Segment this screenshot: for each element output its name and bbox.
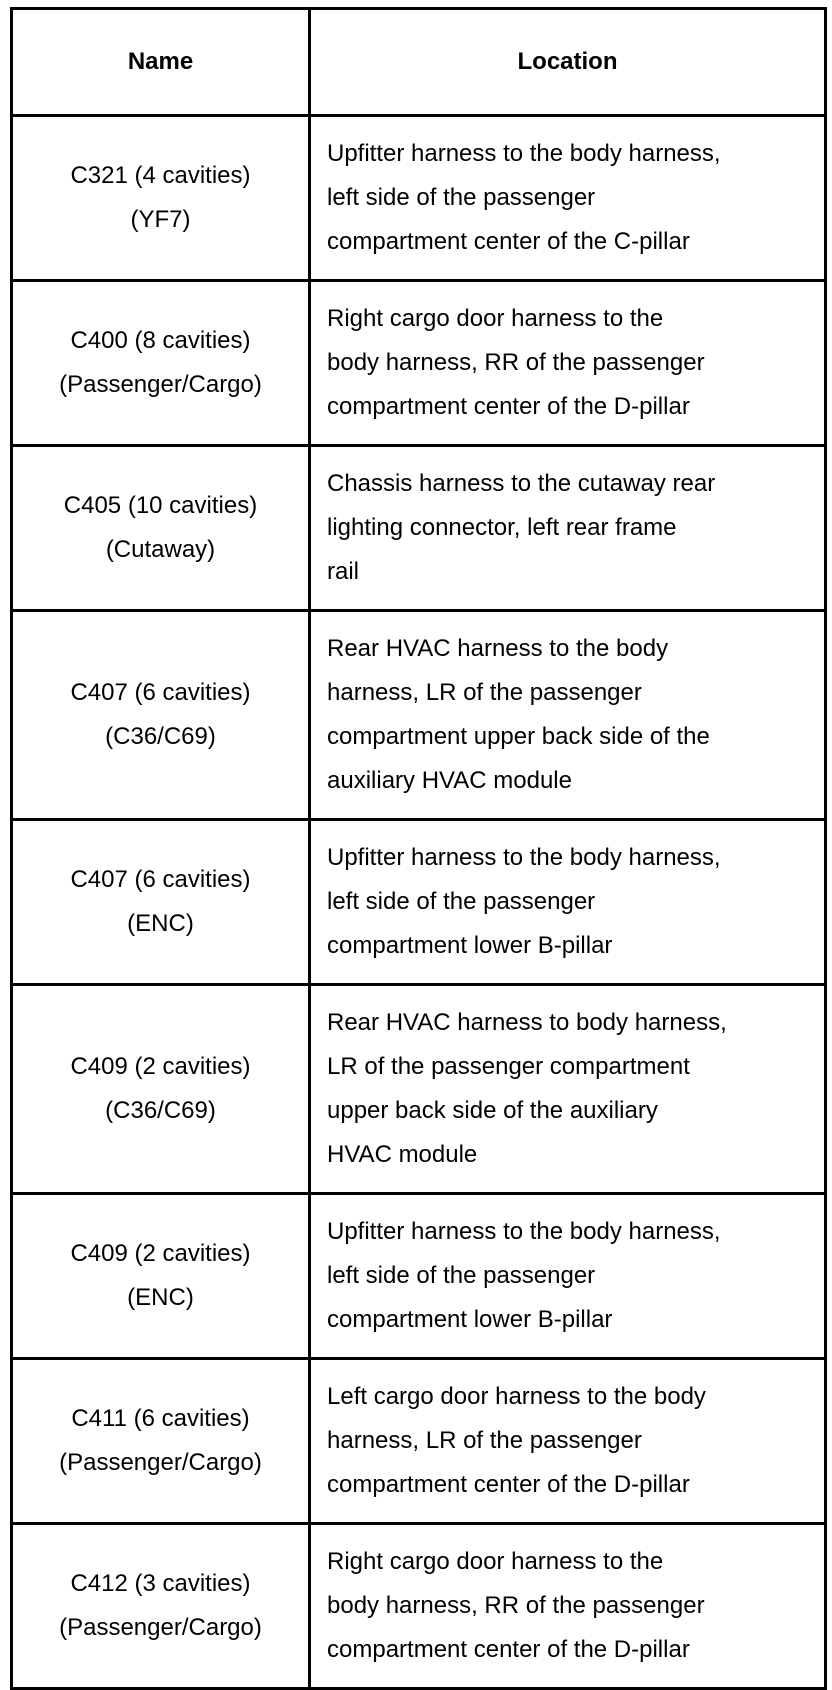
connector-name-cell: [12, 281, 310, 446]
connector-variant: (ENC): [127, 1284, 194, 1311]
connector-variant: (Passenger/Cargo): [59, 1449, 262, 1476]
location-line: lighting connector, left rear frame: [327, 514, 677, 541]
connector-location-cell: [310, 820, 826, 985]
connector-name-cell: [12, 1524, 310, 1689]
connector-variant: (Passenger/Cargo): [59, 371, 262, 398]
location-line: Upfitter harness to the body harness,: [327, 140, 721, 167]
location-line: compartment center of the C-pillar: [327, 228, 690, 255]
connector-variant: (ENC): [127, 910, 194, 937]
connector-name-cell: [12, 116, 310, 281]
connector-variant: (YF7): [130, 206, 191, 233]
connector-variant: (Cutaway): [105, 536, 216, 563]
table-row: [12, 820, 826, 985]
location-line: upper back side of the auxiliary: [327, 1097, 658, 1124]
location-line: compartment lower B-pillar: [327, 1306, 613, 1333]
connector-id: C407 (6 cavities): [70, 866, 251, 893]
connector-name-cell: [12, 1359, 310, 1524]
location-line: body harness, RR of the passenger: [327, 1592, 705, 1619]
connector-location-cell: [310, 1524, 826, 1689]
connector-location-table: [10, 7, 827, 1690]
connector-table-container: [10, 7, 824, 1690]
connector-name-cell: [12, 1194, 310, 1359]
location-line: Rear HVAC harness to body harness,: [327, 1009, 727, 1036]
table-row: [12, 1524, 826, 1689]
location-line: compartment center of the D-pillar: [327, 1636, 690, 1663]
connector-variant: (C36/C69): [105, 1097, 216, 1124]
location-line: left side of the passenger: [327, 1262, 596, 1289]
location-line: compartment upper back side of the: [327, 723, 710, 750]
location-line: LR of the passenger compartment: [327, 1053, 690, 1080]
location-line: body harness, RR of the passenger: [327, 349, 705, 376]
table-row: [12, 281, 826, 446]
location-line: Upfitter harness to the body harness,: [327, 844, 721, 871]
connector-location-cell: [310, 281, 826, 446]
connector-id: C321 (4 cavities): [70, 162, 251, 189]
location-line: rail: [327, 558, 360, 585]
table-row: [12, 1359, 826, 1524]
name-column-header: Name: [12, 9, 310, 116]
location-line: compartment center of the D-pillar: [327, 393, 690, 420]
location-line: HVAC module: [327, 1141, 478, 1168]
table-header-row: [12, 9, 826, 116]
connector-id: C407 (6 cavities): [70, 679, 251, 706]
location-line: Right cargo door harness to the: [327, 1548, 664, 1575]
connector-location-cell: [310, 1359, 826, 1524]
connector-id: C412 (3 cavities): [70, 1570, 251, 1597]
location-line: compartment center of the D-pillar: [327, 1471, 690, 1498]
location-line: harness, LR of the passenger: [327, 679, 642, 706]
location-line: Rear HVAC harness to the body: [327, 635, 669, 662]
connector-location-cell: [310, 611, 826, 820]
connector-id: C409 (2 cavities): [70, 1053, 251, 1080]
connector-id: C405 (10 cavities): [63, 492, 258, 519]
connector-name-cell: [12, 611, 310, 820]
connector-name-cell: [12, 820, 310, 985]
connector-variant: (Passenger/Cargo): [59, 1614, 262, 1641]
location-line: Chassis harness to the cutaway rear: [327, 470, 716, 497]
connector-location-cell: [310, 116, 826, 281]
location-line: left side of the passenger: [327, 184, 596, 211]
connector-location-cell: [310, 1194, 826, 1359]
location-line: left side of the passenger: [327, 888, 596, 915]
location-line: harness, LR of the passenger: [327, 1427, 642, 1454]
connector-location-cell: [310, 985, 826, 1194]
connector-variant: (C36/C69): [105, 723, 216, 750]
location-line: Right cargo door harness to the: [327, 305, 664, 332]
location-line: auxiliary HVAC module: [327, 767, 572, 794]
connector-id: C400 (8 cavities): [70, 327, 251, 354]
table-row: [12, 1194, 826, 1359]
connector-name-cell: [12, 985, 310, 1194]
table-row: [12, 116, 826, 281]
table-row: [12, 985, 826, 1194]
connector-id: C411 (6 cavities): [71, 1405, 250, 1432]
table-row: [12, 446, 826, 611]
location-line: Upfitter harness to the body harness,: [327, 1218, 721, 1245]
connector-location-cell: [310, 446, 826, 611]
location-line: Left cargo door harness to the body: [327, 1383, 706, 1410]
connector-id: C409 (2 cavities): [70, 1240, 251, 1267]
location-column-header: Location: [310, 9, 826, 116]
location-line: compartment lower B-pillar: [327, 932, 613, 959]
table-row: [12, 611, 826, 820]
connector-name-cell: [12, 446, 310, 611]
